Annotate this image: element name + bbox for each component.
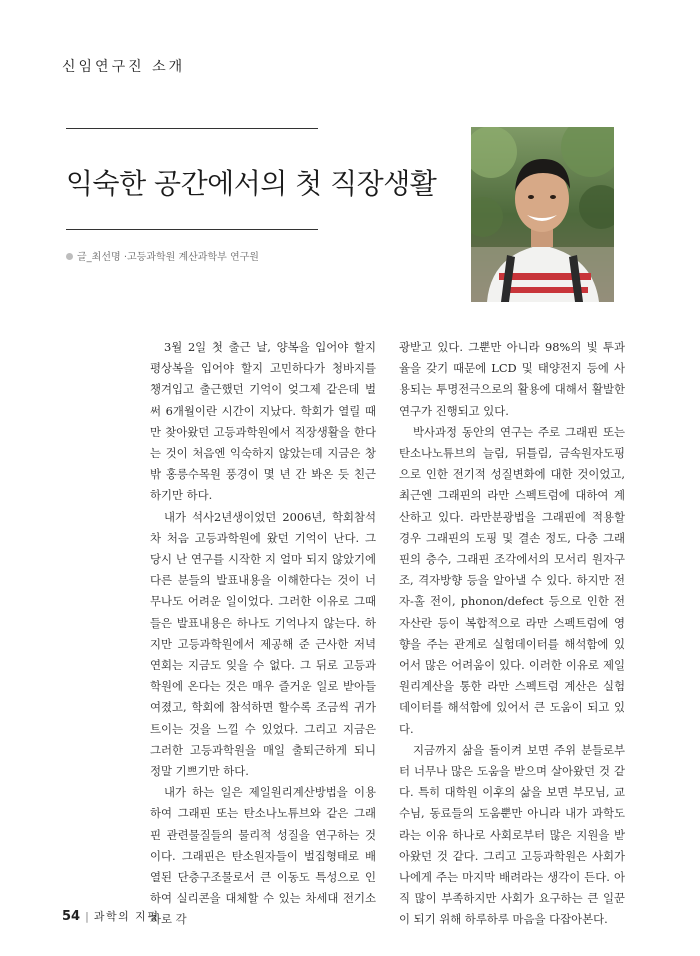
magazine-name: 과학의 지평 — [93, 910, 160, 923]
column-right — [399, 337, 625, 931]
paragraph: 박사과정 동안의 연구는 주로 그래핀 또는 탄소나노튜브의 늘림, 뒤틀림, 금속원자도핑으로 인한 전기적 성질변화에 대한 것이었고, 최근엔 그래핀의 라만 스펙트럼에 대하여 계산하고 있다. 라만분광법을 그래핀에 적용할 경우 그래핀의 도핑 및 결손 정도, 다층 그래핀의 층수, 그래핀 조각에서의 모서리 원자구조, 격자방향 등을 알아낼 수 있다. 하지만 전자-홀 전이, phonon/defect 등으로 인한 전자산란 등이 복합적으로 라만 스펙트럼에 영향을 주는 관계로 실험데이터를 해석함에 있어서 많은 어려움이 있다. 이러한 이유로 제일원리계산을 통한 라만 스펙트럼 계산은 실험데이터를 해석함에 있어서 큰 도움이 되고 있다. — [399, 424, 625, 736]
title-rule-top — [66, 128, 318, 129]
byline-text: 글_최선명 ·고등과학원 계산과학부 연구원 — [77, 252, 259, 263]
page-number: 54 — [62, 909, 81, 924]
page-footer — [62, 908, 159, 924]
paragraph: 3월 2일 첫 출근 날, 양복을 입어야 할지 평상복을 입어야 할지 고민하다가 청바지를 챙겨입고 출근했던 기억이 엊그제 같은데 벌써 6개월이란 시간이 지났다. 학회가 열릴 때만 찾아왔던 고등과학원에서 직장생활을 한다는 것이 처음엔 익숙하지 않았는데 지금은 창 밖 홍릉수목원 풍경이 몇 년 간 봐온 듯 친근하기만 하다. — [150, 340, 376, 503]
column-left — [150, 337, 376, 931]
bullet-icon — [66, 253, 73, 260]
article-title: 익숙한 공간에서의 첫 직장생활 — [66, 167, 437, 200]
paragraph: 지금까지 삶을 돌이켜 보면 주위 분들로부터 너무나 많은 도움을 받으며 살아왔던 것 같다. 특히 대학원 이후의 삶을 보면 부모님, 교수님, 동료들의 도움뿐만 아니라 내가 과학도라는 이유 하나로 사회로부터 많은 지원을 받아왔던 것 같다. 그리고 고등과학원은 사회가 나에게 주는 마지막 배려라는 생각이 든다. 아직 많이 부족하지만 사회가 요구하는 큰 일꾼이 되기 위해 하루하루 마음을 다잡아본다. — [399, 742, 625, 927]
article-body — [150, 337, 625, 931]
paragraph: 내가 하는 일은 제일원리계산방법을 이용하여 그래핀 또는 탄소나노튜브와 같은 그래핀 관련물질들의 물리적 성질을 연구하는 것이다. 그래핀은 탄소원자들이 벌집형태로 배열된 단층구조물로서 큰 이동도 특성으로 인하여 실리콘을 대체할 수 있는 차세대 전기소자로 각 — [150, 785, 376, 927]
section-label: 신임연구진 소개 — [62, 59, 186, 75]
title-rule-bottom — [66, 229, 318, 230]
byline — [66, 248, 259, 263]
paragraph: 내가 석사2년생이었던 2006년, 학회참석차 처음 고등과학원에 왔던 기억이 난다. 그 당시 난 연구를 시작한 지 얼마 되지 않았기에 다른 분들의 발표내용을 이해한다는 것이 너무나도 어려운 일이었다. 그러한 이유로 그때 들은 발표내용은 하나도 기억나지 않는다. 하지만 고등과학원에서 제공해 준 근사한 저녁연회는 지금도 잊을 수 없다. 그 뒤로 고등과학원에 온다는 것은 매우 즐거운 일로 받아들여졌고, 학회에 참석하면 할수록 조금씩 귀가 트이는 것을 느낄 수 있었다. 그리고 지금은 그러한 고등과학원을 매일 출퇴근하게 되니 정말 기쁘기만 하다. — [150, 509, 376, 779]
author-photo — [471, 127, 614, 302]
author-portrait-icon — [471, 127, 614, 302]
paragraph: 광받고 있다. 그뿐만 아니라 98%의 빛 투과율을 갖기 때문에 LCD 및 태양전지 등에 사용되는 투명전극으로의 활용에 대해서 활발한 연구가 진행되고 있다. — [399, 340, 625, 418]
footer-separator: | — [85, 910, 89, 923]
